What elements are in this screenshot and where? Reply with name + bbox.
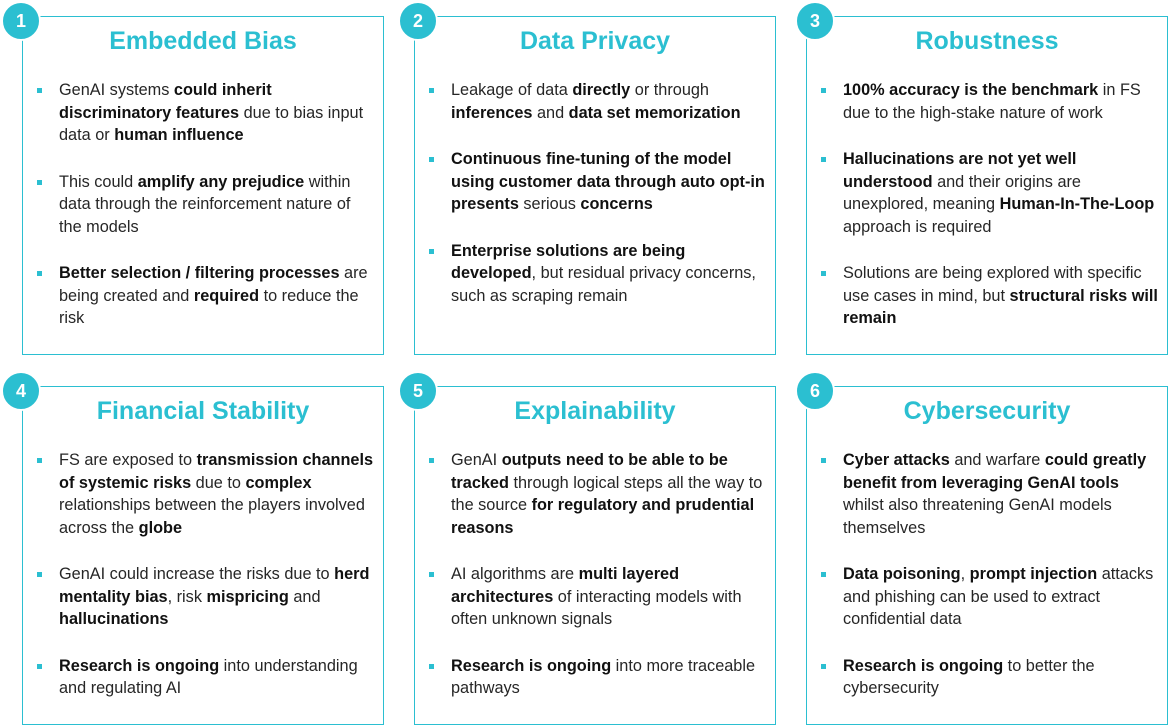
text: attacks and phishing can be used to extract confidential data: [843, 565, 1154, 628]
text: , but residual privacy concerns, such as scraping remain: [451, 264, 756, 305]
card-data-privacy: [414, 16, 776, 355]
card-financial-stability: [22, 386, 384, 725]
bullet-list: [820, 79, 1161, 354]
bullet-item: [36, 79, 377, 147]
number-badge: 1: [1, 1, 41, 41]
bold-text: directly: [572, 81, 631, 99]
text: GenAI systems: [59, 81, 174, 99]
bold-text: could inherit discriminatory features: [59, 81, 272, 122]
bullet-item: [36, 262, 377, 330]
bold-text: mispricing: [206, 587, 289, 606]
bold-text: multi layered architectures: [451, 565, 680, 606]
bold-text: prompt injection: [969, 565, 1098, 583]
bold-text: inferences: [451, 103, 533, 122]
bold-text: herd mentality bias: [59, 565, 370, 606]
card-explainability: [414, 386, 776, 725]
bullet-list: [428, 449, 769, 724]
bold-text: 100% accuracy is the benchmark: [843, 81, 1099, 99]
text: and: [288, 587, 321, 606]
bullet-list: [36, 79, 377, 354]
text: This could: [59, 172, 138, 191]
bullet-item: [428, 655, 769, 700]
text: and their origins are unexplored, meaning: [843, 172, 1081, 213]
number-badge: 3: [795, 1, 835, 41]
bold-text: required: [193, 286, 260, 305]
bullet-item: [820, 79, 1161, 124]
text: through logical steps all the way to the source: [451, 473, 763, 514]
card-title: Explainability: [514, 397, 676, 425]
card-title: Robustness: [915, 27, 1059, 55]
text: AI algorithms are: [451, 565, 579, 583]
bold-text: Cyber attacks: [843, 451, 950, 469]
text: Solutions are being explored with specific use cases in mind, but: [843, 264, 1142, 305]
bold-text: Research is ongoing: [59, 656, 220, 675]
text: into more traceable pathways: [451, 656, 756, 697]
bullet-item: [36, 563, 377, 631]
bullet-item: [428, 79, 769, 124]
bold-text: Enterprise solutions are being developed: [451, 241, 686, 282]
bold-text: could greatly benefit from leveraging GenAI tools: [843, 451, 1147, 492]
text: FS are exposed to: [59, 451, 197, 469]
bullet-item: [428, 240, 769, 308]
bullet-item: [428, 148, 769, 216]
number-badge: 4: [1, 371, 41, 411]
bullet-item: [428, 449, 769, 539]
bold-text: concerns: [580, 195, 653, 213]
bold-text: globe: [138, 518, 183, 537]
text: or through: [630, 81, 709, 99]
bullet-item: [36, 655, 377, 700]
bullet-item: [36, 449, 377, 539]
bold-text: structural risks will remain: [843, 286, 1158, 327]
bullet-list: [36, 449, 377, 724]
bold-text: complex: [245, 473, 312, 492]
bold-text: data set memorization: [568, 103, 741, 122]
number-badge: 2: [398, 1, 438, 41]
card-title: Data Privacy: [519, 27, 671, 55]
bullet-item: [428, 563, 769, 631]
bullet-item: [820, 563, 1161, 631]
bullet-item: [820, 655, 1161, 700]
bold-text: transmission channels of systemic risks: [59, 451, 374, 492]
number-badge: 6: [795, 371, 835, 411]
bold-text: amplify any prejudice: [137, 172, 305, 191]
bold-text: Human-In-The-Loop: [999, 195, 1155, 213]
text: Leakage of data: [451, 81, 573, 99]
text: due to: [191, 473, 246, 492]
text: relationships between the players involved across the: [59, 496, 365, 537]
text: are being created and: [59, 264, 368, 305]
bold-text: Hallucinations are not yet well understood: [843, 150, 1077, 191]
bold-text: outputs need to be able to be tracked: [451, 451, 728, 492]
text: due to bias input data or: [59, 103, 364, 144]
text: ,: [960, 565, 970, 583]
text: in FS due to the high-stake nature of work: [843, 81, 1141, 122]
text: GenAI could increase the risks due to: [59, 565, 335, 583]
bullet-item: [820, 148, 1161, 238]
text: GenAI: [451, 451, 502, 469]
bold-text: Research is ongoing: [451, 656, 612, 675]
text: to reduce the risk: [59, 286, 359, 327]
card-title: Embedded Bias: [109, 27, 297, 55]
bold-text: human influence: [114, 126, 244, 144]
text: and warfare: [949, 451, 1045, 469]
card-robustness: [806, 16, 1168, 355]
bullet-list: [428, 79, 769, 331]
bullet-item: [36, 171, 377, 239]
text: , risk: [167, 587, 207, 606]
bullet-list: [820, 449, 1161, 724]
text: of interacting models with often unknown signals: [451, 587, 742, 628]
text: to better the cybersecurity: [843, 656, 1095, 697]
bold-text: for regulatory and prudential reasons: [451, 496, 755, 537]
text: within data through the reinforcement nature of the models: [59, 172, 351, 236]
bold-text: hallucinations: [59, 610, 169, 628]
text: serious: [518, 195, 581, 213]
text: approach is required: [843, 217, 992, 236]
card-embedded-bias: [22, 16, 384, 355]
bold-text: Data poisoning: [843, 565, 961, 583]
bullet-item: [820, 262, 1161, 330]
number-badge: 5: [398, 371, 438, 411]
bold-text: Continuous fine-tuning of the model using customer data through auto opt-in presents: [451, 150, 765, 213]
bold-text: Better selection / filtering processes: [59, 264, 340, 282]
bold-text: Research is ongoing: [843, 656, 1004, 675]
card-title: Financial Stability: [96, 397, 310, 425]
bullet-item: [820, 449, 1161, 539]
card-cybersecurity: [806, 386, 1168, 725]
text: into understanding and regulating AI: [59, 656, 358, 697]
text: whilst also threatening GenAI models themselves: [843, 496, 1112, 537]
text: and: [532, 103, 569, 122]
card-title: Cybersecurity: [903, 397, 1071, 425]
